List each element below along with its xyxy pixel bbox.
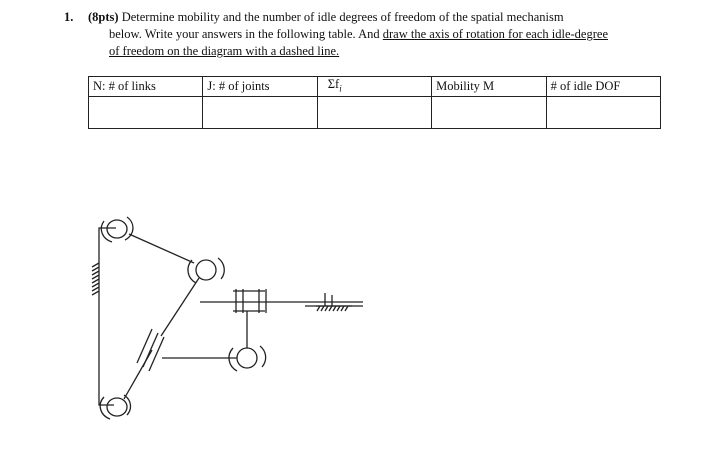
answer-table-header-row xyxy=(89,77,661,97)
header-mobility xyxy=(432,77,546,97)
answer-table xyxy=(88,76,661,129)
question-line-1-text: Determine mobility and the number of idle degrees of freedom of the spatial mechanism xyxy=(121,10,564,24)
right-ground-support xyxy=(316,293,352,306)
header-idle-dof xyxy=(546,77,660,97)
revolute-joint-bottom-left xyxy=(100,395,130,419)
question-text xyxy=(64,9,688,60)
header-joints-label: J: # of joints xyxy=(207,79,270,94)
header-mobility-label: Mobility M xyxy=(436,79,495,94)
bearing-block xyxy=(233,289,266,313)
header-links-label: N: # of links xyxy=(93,79,156,94)
answer-cell-links[interactable] xyxy=(89,96,203,128)
answer-cell-sum-freedoms[interactable] xyxy=(317,96,431,128)
question-line-2 xyxy=(88,26,688,43)
left-ground-link xyxy=(99,228,116,405)
link-diagonal xyxy=(124,278,237,399)
question-instruction-underlined-cont: of freedom on the diagram with a dashed line. xyxy=(109,44,340,58)
header-sum-freedoms-subscript: i xyxy=(339,83,342,94)
header-links xyxy=(89,77,203,97)
header-sum-freedoms xyxy=(317,77,431,97)
answer-table-row xyxy=(89,96,661,128)
question-instruction-underlined: draw the axis of rotation for each idle-degree xyxy=(382,27,608,41)
question-line-2-text: below. Write your answers in the following table. And xyxy=(109,27,383,41)
answer-cell-mobility[interactable] xyxy=(432,96,546,128)
question-points: (8pts) xyxy=(88,10,119,24)
header-idle-dof-label: # of idle DOF xyxy=(550,79,621,94)
mechanism-diagram xyxy=(80,200,380,440)
header-joints xyxy=(203,77,317,97)
answer-cell-joints[interactable] xyxy=(203,96,317,128)
question-line-1 xyxy=(88,9,688,26)
header-sum-freedoms-label: Σf xyxy=(327,77,340,91)
right-ground-hatch xyxy=(317,306,348,311)
question-number: 1. xyxy=(64,10,74,24)
revolute-joint-top-middle xyxy=(188,258,224,283)
link-top xyxy=(129,234,194,263)
answer-cell-idle-dof[interactable] xyxy=(546,96,660,128)
revolute-joint-top-left xyxy=(101,217,133,242)
left-ground-hatch xyxy=(92,263,99,295)
cylindrical-pair xyxy=(137,329,164,371)
question-line-3 xyxy=(88,43,688,60)
